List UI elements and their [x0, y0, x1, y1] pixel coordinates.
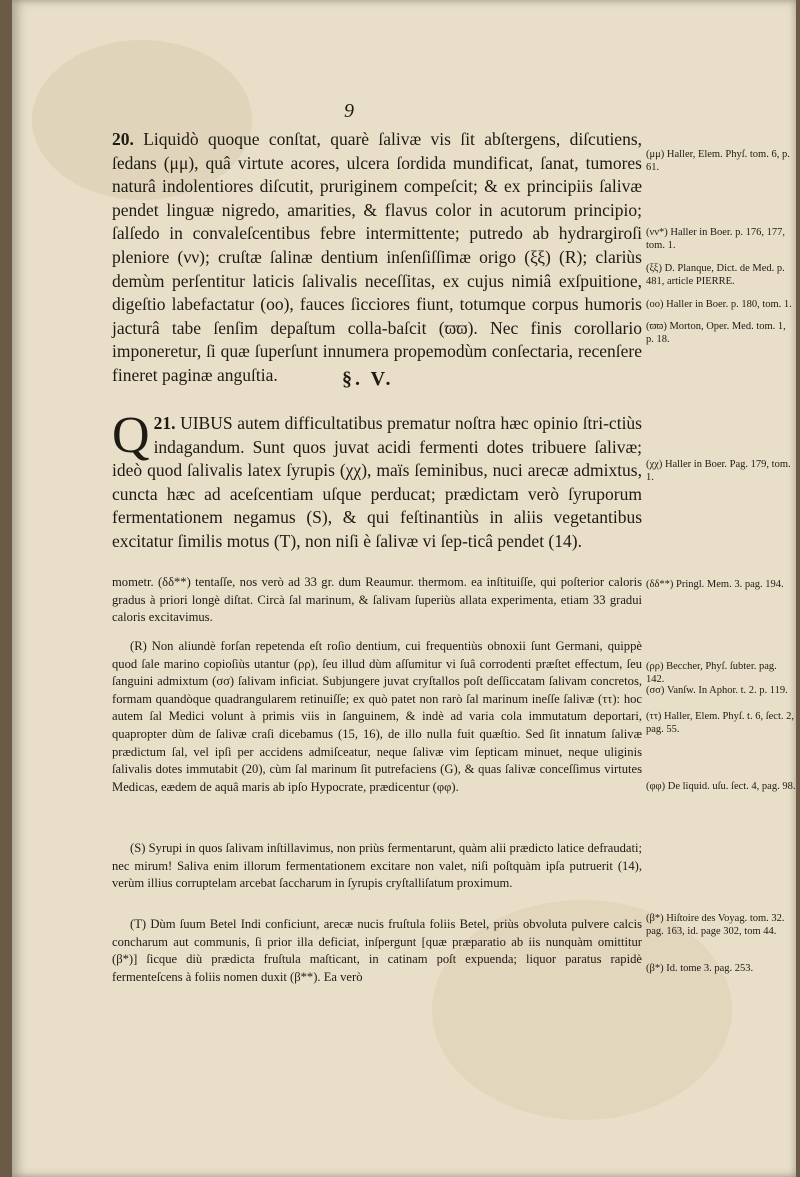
footnote-s [112, 840, 642, 893]
margin-note: (σσ) Vanſw. In Aphor. t. 2. p. 119. [646, 685, 788, 696]
footnote-text: mometr. (δδ**) tentaſſe, nos verò ad 33 gr. dum Reaumur. thermom. ea inſtituiſſe, qui poſterior caloris gradus à priori longè diſtat. Circà ſal marinum, & ſalivam ſuperiùs allata experimenta, etiam 33 gradui caloris excitavimus. [112, 575, 642, 625]
paragraph-text: Liquidò quoque conſtat, quarè ſalivæ vis ſit abſtergens, diſcutiens, ſedans (μμ), quâ virtute acores, ulcera ſordida mundificat, ſanat, tumores naturâ indolentiores diſcutit, pruriginem compeſcit; & ex principiis ſalivæ pendet linguæ nigredo, amarities, & flavus color in acutorum principio; ſalſedo in convaleſcentibus febre intermittente; putredo ab hydrargiroſi pleniore (νν); cruſtæ ſalinæ dentium inſenſiſſimæ origo (ξξ) (R); clariùs demùm perſentitur laticis ſalivalis neceſſitas, ex cujus nimiâ exſpuitione, digeſtio labefactatur (οο), fauces ſicciores fiunt, totumque corpus humoris jacturâ tabe ſenſim depaſtum colla-baſcit (ϖϖ). Nec finis corollario imponeretur, ſi quæ ſuperſunt innumera propemodùm conſectaria, recenſere fineret paginæ anguſtia. [112, 129, 643, 385]
footnote-continuation [112, 574, 642, 627]
footnote-text: (R) Non aliundè forſan repetenda eſt roſio dentium, cui frequentiùs obnoxii ſunt Germani, quippè quod ſale marino copioſiùs utantur (ρρ), ſeu illud dùm aſſumitur vi ſuâ corrodenti præſtet effectum, ſeu ſanguini admixtum (σσ) ſalivam inficiat. Subjungere juvat cryſtallos poſt deſſiccatam ſalivam concretos, formam quandòque quadrangularem retinuiſſe; ex quò patet non rarò ſal marinum ineſſe ſalivæ (ττ): hoc autem ſal Medici volunt à primis viis in ſanguinem, & indè ad varia cola immutatum deportari, quapropter dùm de ſalivæ craſi dicebamus (15, 16), de illo nulla fuit quæſtio. Sed ſit innatum ſalivæ prædictum ſal, vel ipſi per accidens admiſceatur, neque ſalivæ vim ſepticam minuet, neque uliginis ſalivalis dotes immutabit (20), cùm ſal marinum ſit putrefaciens (G), & quas ſalivæ conceſſimus virtutes Medicas, eædem de aquâ maris ab ipſo Hypocrate, prædicentur (φφ). [112, 639, 642, 794]
margin-note: (β*) Hiſtoire des Voyag. tom. 32. pag. 163, id. page 302, tom 44. [646, 913, 785, 937]
margin-note: (χχ) Haller in Boer. Pag. 179, tom. 1. [646, 459, 791, 483]
margin-note: (φφ) De liquid. uſu. ſect. 4, pag. 98. [646, 781, 796, 792]
footnote-text: (T) Dùm ſuum Betel Indi conficiunt, arecæ nucis fruſtula foliis Betel, priùs obvoluta pulvere calcis concharum aut communis, ſi prior illa deficiat, inſpergunt [quæ præparatio ab iis nunquàm omittitur (β*)] ſicque diù prædicta fruſtula maſticant, in catinam poſt expuenda; liquor paratus rapidè fermenteſcens à foliis nomen duxit (β**). Ea verò [112, 917, 642, 984]
paragraph-20 [112, 128, 642, 388]
paragraph-number: 20. [112, 129, 134, 149]
footnote-text: (S) Syrupi in quos ſalivam inſtillavimus, non priùs fermentarunt, quàm alii prædicto latice defraudati; nec mirum! Saliva enim illorum fermentationem excitare non valet, niſi poſtquàm ipſa putruerit (14), verùm illius corruptelam arcebat ſaccharum in ſyrupis cryſtalliſatum proximum. [112, 841, 642, 891]
drop-cap: Q [112, 407, 150, 464]
margin-note: (δδ**) Pringl. Mem. 3. pag. 194. [646, 579, 784, 590]
margin-note: (ττ) Haller, Elem. Phyſ. t. 6, ſect. 2, pag. 55. [646, 711, 794, 735]
paragraph-number: 21. [153, 413, 176, 433]
footnote-t [112, 916, 642, 986]
book-page [12, 0, 796, 1177]
margin-note: (ρρ) Beccher, Phyſ. ſubter. pag. 142. [646, 661, 777, 685]
margin-note: (β*) Id. tome 3. pag. 253. [646, 963, 754, 974]
paragraph-21 [112, 407, 642, 554]
page-number: 9 [344, 100, 354, 122]
margin-note: (οο) Haller in Boer. p. 180, tom. 1. [646, 299, 792, 310]
section-heading: §. V. [342, 368, 394, 390]
margin-note: (ξξ) D. Planque, Dict. de Med. p. 481, article PIERRE. [646, 263, 785, 287]
margin-note: (μμ) Haller, Elem. Phyſ. tom. 6, p. 61. [646, 149, 790, 173]
paragraph-text: UIBUS autem difficultatibus prematur noſtra hæc opinio ſtri-ctiùs indagandum. Sunt quos juvat acidi fermenti dotes tribuere ſalivæ; ideò quod ſalivalis latex ſyrupis (χχ), maïs ſeminibus, nuci arecæ admixtus, cuncta hæc ad aceſcentiam uſque perducat; prædictam verò ſyruporum fermentationem negamus (S), & qui feſtinantiùs in aliis vegetantibus excitatur ſimilis motus (T), non niſi è ſalivæ vi ſep-ticâ pendet (14). [112, 413, 642, 551]
footnote-r [112, 638, 642, 796]
margin-note: (ϖϖ) Morton, Oper. Med. tom. 1, p. 18. [646, 321, 786, 345]
margin-note: (νν*) Haller in Boer. p. 176, 177, tom. 1. [646, 227, 785, 251]
